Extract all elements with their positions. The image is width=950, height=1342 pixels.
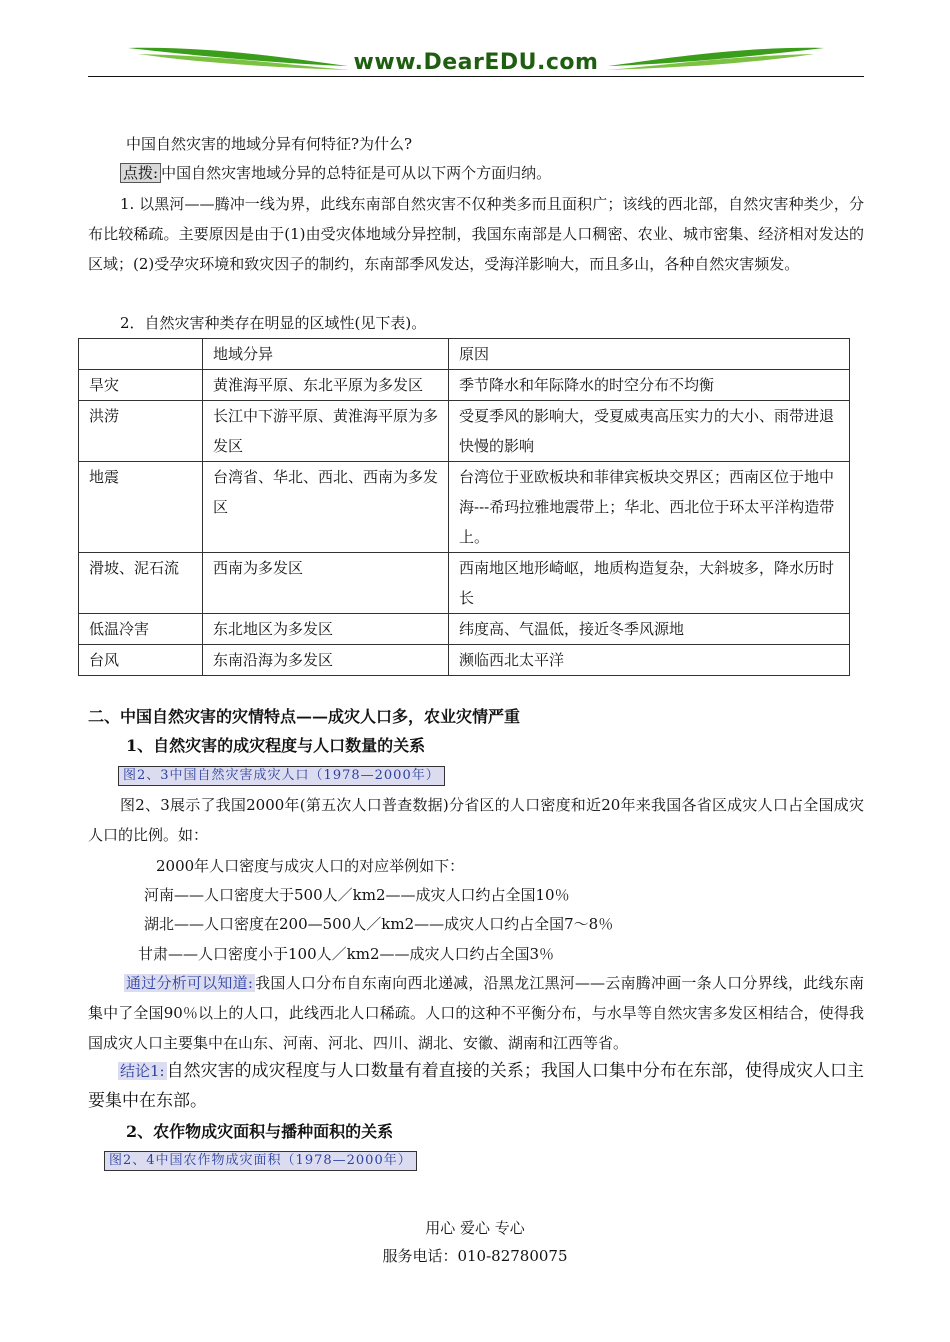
table-cell-reason: 受夏季风的影响大，受夏威夷高压实力的大小、雨带进退快慢的影响 (449, 401, 850, 462)
table-cell-region: 西南为多发区 (203, 553, 449, 614)
table-cell-reason: 季节降水和年际降水的时空分布不均衡 (449, 370, 850, 401)
table-header-row (79, 339, 850, 370)
point-2-paragraph: 2．自然灾害种类存在明显的区域性(见下表)。 (120, 314, 427, 332)
table-header-cell: 地域分异 (203, 339, 449, 370)
hint-label: 点拨: (120, 163, 161, 183)
subsection-1-heading: 1、自然灾害的成灾程度与人口数量的关系 (126, 736, 426, 755)
table-cell-type: 台风 (79, 645, 203, 676)
example-item-gansu: 甘肃——人口密度小于100人／km2——成灾人口约占全国3％ (138, 945, 555, 963)
table-cell-region: 台湾省、华北、西北、西南为多发区 (203, 462, 449, 553)
conclusion-label: 结论1: (120, 1062, 165, 1080)
conclusion-text: 自然灾害的成灾程度与人口数量有着直接的关系；我国人口集中分布在东部，使得成灾人口主要集中在东部。 (88, 1061, 864, 1111)
table-row (79, 401, 850, 462)
figure-2-3-link[interactable]: 图2、3中国自然灾害成灾人口（1978—2000年） (118, 766, 445, 786)
footer-phone: 服务电话：010-82780075 (382, 1247, 568, 1265)
table-cell-type: 低温冷害 (79, 614, 203, 645)
section-2-heading: 二、中国自然灾害的灾情特点——成灾人口多，农业灾情严重 (88, 707, 521, 726)
table-cell-region: 黄淮海平原、东北平原为多发区 (203, 370, 449, 401)
table-header-cell: 原因 (449, 339, 850, 370)
header-divider (88, 76, 864, 77)
disaster-region-table (78, 338, 850, 676)
hint-text: 中国自然灾害地域分异的总特征是可从以下两个方面归纳。 (161, 164, 552, 182)
point-1-paragraph: 1. 以黑河——腾冲一线为界，此线东南部自然灾害不仅种类多而且面积广；该线的西北部，自然灾害种类少，分布比较稀疏。主要原因是由于(1)由受灾体地域分异控制，我国东南部是人口稠密、农业、城市密集、经济相对发达的区域；(2)受孕灾环境和致灾因子的制约，东南部季风发达，受海洋影响大，而且多山，各种自然灾害频发。 (88, 195, 864, 273)
analysis-label: 通过分析可以知道: (126, 974, 253, 992)
table-cell-type: 滑坡、泥石流 (79, 553, 203, 614)
figure-description-paragraph: 图2、3展示了我国2000年(第五次人口普查数据)分省区的人口密度和近20年来我国各省区成灾人口占全国成灾人口的比例。如： (88, 796, 864, 844)
analysis-paragraph (88, 968, 864, 1058)
question-text: 中国自然灾害的地域分异有何特征?为什么? (126, 135, 413, 153)
conclusion-paragraph (88, 1056, 864, 1116)
table-cell-type: 旱灾 (79, 370, 203, 401)
table-cell-type: 洪涝 (79, 401, 203, 462)
table-row (79, 370, 850, 401)
table-header-cell (79, 339, 203, 370)
table-row (79, 553, 850, 614)
table-row (79, 645, 850, 676)
footer-slogan: 用心 爱心 专心 (425, 1219, 525, 1237)
table-row (79, 614, 850, 645)
table-row (79, 462, 850, 553)
figure-2-4-link[interactable]: 图2、4中国农作物成灾面积（1978—2000年） (104, 1151, 417, 1171)
hint-line (120, 158, 551, 188)
table-cell-region: 东北地区为多发区 (203, 614, 449, 645)
analysis-text: 我国人口分布自东南向西北递减，沿黑龙江黑河——云南腾冲画一条人口分界线，此线东南集中了全国90％以上的人口，此线西北人口稀疏。人口的这种不平衡分布，与水旱等自然灾害多发区相结合，使得我国成灾人口主要集中在山东、河南、河北、四川、湖北、安徽、湖南和江西等省。 (88, 974, 864, 1052)
example-item-hubei: 湖北——人口密度在200—500人／km2——成灾人口约占全国7～8％ (144, 915, 614, 933)
table-cell-reason: 台湾位于亚欧板块和菲律宾板块交界区；西南区位于地中海---希玛拉雅地震带上；华北、西北位于环太平洋构造带上。 (449, 462, 850, 553)
table-cell-region: 东南沿海为多发区 (203, 645, 449, 676)
table-cell-reason: 纬度高、气温低，接近冬季风源地 (449, 614, 850, 645)
example-intro: 2000年人口密度与成灾人口的对应举例如下： (156, 857, 465, 875)
table-cell-type: 地震 (79, 462, 203, 553)
site-logo-text: www.DearEDU.com (353, 50, 599, 75)
example-item-henan: 河南——人口密度大于500人／km2——成灾人口约占全国10％ (144, 886, 570, 904)
table-cell-region: 长江中下游平原、黄淮海平原为多发区 (203, 401, 449, 462)
header-banner (88, 44, 864, 80)
subsection-2-heading: 2、农作物成灾面积与播种面积的关系 (126, 1122, 394, 1141)
table-cell-reason: 濒临西北太平洋 (449, 645, 850, 676)
table-cell-reason: 西南地区地形崎岖，地质构造复杂，大斜坡多，降水历时长 (449, 553, 850, 614)
